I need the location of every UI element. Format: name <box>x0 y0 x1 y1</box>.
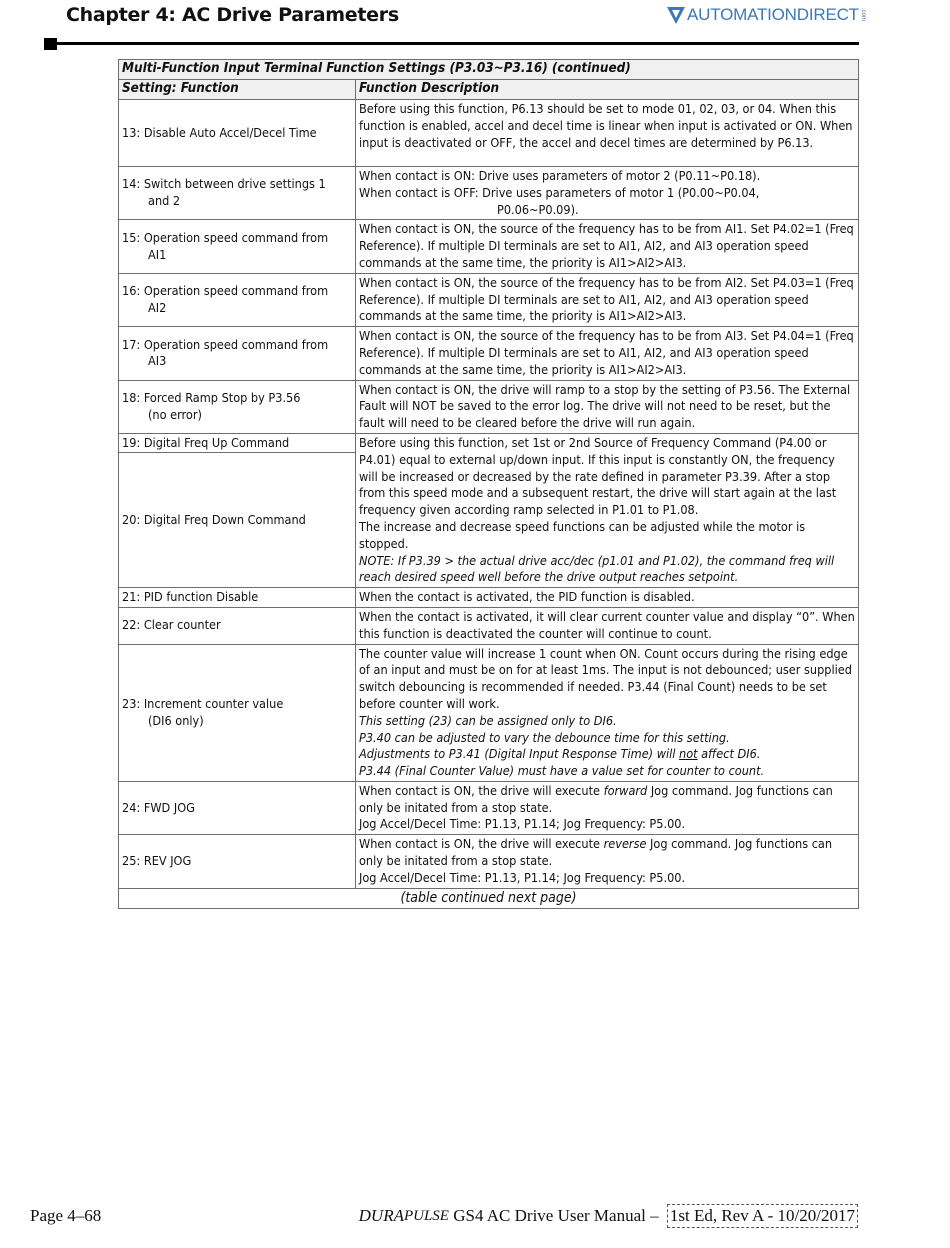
description-text <box>359 783 855 817</box>
setting-cell <box>119 607 356 644</box>
table-row <box>119 644 859 781</box>
note-text: affect DI6. <box>697 746 761 762</box>
edition-badge: 1st Ed, Rev A - 10/20/2017 <box>667 1204 858 1228</box>
description-note <box>359 746 855 763</box>
table-row <box>119 835 859 888</box>
description-note: P3.44 (Final Counter Value) must have a value set for counter to count. <box>359 763 765 779</box>
table-row <box>119 220 859 273</box>
description-cell <box>356 273 859 326</box>
description-cell <box>356 588 859 608</box>
header-rule-marker <box>44 38 57 50</box>
setting-cell <box>119 588 356 608</box>
manual-title: GS4 AC Drive User Manual – <box>448 1206 663 1225</box>
description-text: When contact is ON, the source of the frequency has to be from AI2. Set P4.03=1 (Freq Reference). If multiple DI terminals are set to AI1, AI2, and AI3 operation speed commands at the same time, the priority is AI1>AI2>AI3. <box>359 274 854 324</box>
description-cell <box>356 327 859 380</box>
brand-dura: DURA <box>358 1206 404 1225</box>
description-cell <box>356 100 859 167</box>
column-header-description: Function Description <box>356 80 859 100</box>
description-emphasis: forward <box>603 782 648 798</box>
description-text: When contact is OFF: Drive uses parameters of motor 1 (P0.00~P0.04, <box>359 184 760 200</box>
table-row <box>119 273 859 326</box>
description-cell <box>356 433 859 587</box>
table-title: Multi-Function Input Terminal Function Settings (P3.03~P3.16) (continued) <box>119 60 859 80</box>
description-text: When the contact is activated, it will clear current counter value and display “0”. When this function is deactivated the counter will continue to count. <box>359 608 855 641</box>
table-title-row <box>119 60 859 80</box>
column-header-setting: Setting: Function <box>119 80 356 100</box>
description-text: Jog Accel/Decel Time: P1.13, P1.14; Jog Frequency: P5.00. <box>359 869 686 885</box>
description-text: When contact is ON: Drive uses parameters of motor 2 (P0.11~P0.18). <box>359 168 761 183</box>
description-note: P3.40 can be adjusted to vary the debounce time for this setting. <box>359 729 730 745</box>
setting-cell <box>119 380 356 433</box>
page-number: Page 4–68 <box>30 1206 102 1225</box>
description-text: Before using this function, set 1st or 2nd Source of Frequency Command (P4.00 or P4.01) equal to external up/down input. If this input is constantly ON, the frequency will be increased or decreased by the rate defined in parameter P3.39. After a stop from this speed mode and a subsequent restart, the drive will start again at the last frequency given according ramp selected in P1.01 to P1.08. <box>359 434 837 518</box>
description-text: The increase and decrease speed functions can be adjusted while the motor is stopped. <box>359 518 806 551</box>
note-emphasis: not <box>679 746 698 762</box>
setting-label: 25: REV JOG <box>122 853 192 869</box>
description-cell <box>356 220 859 273</box>
description-emphasis: reverse <box>603 836 647 852</box>
table-continued-row <box>119 888 859 908</box>
setting-label: 23: Increment counter value <box>122 695 284 711</box>
setting-cell <box>119 453 356 588</box>
description-text: Before using this function, P6.13 should be set to mode 01, 02, 03, or 04. When this function is enabled, accel and decel time is linear when input is activated or ON. When input is deactivated or OFF, the accel and decel times are determined by P6.13. <box>359 101 853 150</box>
description-text <box>359 836 855 870</box>
setting-cell <box>119 327 356 380</box>
setting-cell <box>119 781 356 834</box>
table-row <box>119 433 859 453</box>
setting-label: 16: Operation speed command from <box>122 283 329 299</box>
function-settings-table <box>118 59 859 909</box>
setting-label-cont: AI2 <box>148 299 167 315</box>
description-text: When the contact is activated, the PID function is disabled. <box>359 589 695 605</box>
logo-suffix: .com <box>859 8 866 22</box>
setting-label: 24: FWD JOG <box>122 799 195 815</box>
setting-cell <box>119 644 356 781</box>
table-row <box>119 781 859 834</box>
setting-cell <box>119 835 356 888</box>
header-rule <box>44 42 859 45</box>
logo-text: AUTOMATIONDIRECT <box>687 5 859 24</box>
setting-cell <box>119 220 356 273</box>
description-text: When contact is ON, the source of the frequency has to be from AI1. Set P4.02=1 (Freq Reference). If multiple DI terminals are set to AI1, AI2, and AI3 operation speed commands at the same time, the priority is AI1>AI2>AI3. <box>359 221 854 270</box>
setting-cell <box>119 100 356 167</box>
setting-label: 22: Clear counter <box>122 617 221 633</box>
setting-label: 13: Disable Auto Accel/Decel Time <box>122 124 317 140</box>
brand-pulse: PULSE <box>403 1207 449 1224</box>
logo-v-icon <box>666 5 686 25</box>
automationdirect-logo <box>666 4 866 26</box>
table-row <box>119 327 859 380</box>
setting-label-cont: (no error) <box>148 406 202 422</box>
table-row <box>119 607 859 644</box>
description-text: Jog Accel/Decel Time: P1.13, P1.14; Jog Frequency: P5.00. <box>359 816 686 832</box>
setting-label: 20: Digital Freq Down Command <box>122 511 306 527</box>
table-row <box>119 380 859 433</box>
description-text: The counter value will increase 1 count when ON. Count occurs during the rising edge of an input and must be on for at least 1ms. The input is not debounced; user supplied switch debouncing is recommended if needed. P3.44 (Final Count) needs to be set before counter will work. <box>359 645 852 711</box>
table-continued-note: (table continued next page) <box>119 888 859 908</box>
description-note: This setting (23) can be assigned only to DI6. <box>359 712 617 728</box>
table-header-row <box>119 80 859 100</box>
description-part: When contact is ON, the drive will execute <box>359 836 604 852</box>
description-cell <box>356 644 859 781</box>
setting-cell <box>119 433 356 453</box>
setting-label-cont: (DI6 only) <box>148 712 204 728</box>
description-part: When contact is ON, the drive will execute <box>359 782 604 798</box>
setting-cell <box>119 167 356 220</box>
description-text: P0.06~P0.09). <box>497 201 579 217</box>
description-note: NOTE: If P3.39 > the actual drive acc/dec (p1.01 and P1.02), the command freq will reach desired speed well before the drive output reaches setpoint. <box>359 552 835 585</box>
description-cell <box>356 380 859 433</box>
description-text: When contact is ON, the source of the frequency has to be from AI3. Set P4.04=1 (Freq Reference). If multiple DI terminals are set to AI1, AI2, and AI3 operation speed commands at the same time, the priority is AI1>AI2>AI3. <box>359 328 854 377</box>
note-text: Adjustments to P3.41 (Digital Input Response Time) will <box>359 746 680 762</box>
setting-label: 15: Operation speed command from <box>122 229 329 245</box>
table-row <box>119 100 859 167</box>
table-row <box>119 588 859 608</box>
setting-label: 21: PID function Disable <box>122 589 259 605</box>
footer-manual-info <box>359 1204 858 1228</box>
setting-label-cont: AI3 <box>148 353 167 369</box>
description-part: Jog command. Jog functions can only be initated from a stop state. <box>359 782 833 815</box>
description-cell <box>356 781 859 834</box>
table-row <box>119 167 859 220</box>
chapter-title: Chapter 4: AC Drive Parameters <box>66 4 399 26</box>
setting-label: 19: Digital Freq Up Command <box>122 434 290 450</box>
setting-label: 17: Operation speed command from <box>122 336 329 352</box>
setting-label-cont: and 2 <box>148 193 181 209</box>
description-part: Jog command. Jog functions can only be initated from a stop state. <box>359 836 833 869</box>
description-text: When contact is ON, the drive will ramp to a stop by the setting of P3.56. The External Fault will NOT be saved to the error log. The drive will not need to be reset, but the fault will need to be cleared before the drive will run again. <box>359 381 851 431</box>
description-cell <box>356 167 859 220</box>
description-cell <box>356 835 859 888</box>
description-cell <box>356 607 859 644</box>
setting-label: 18: Forced Ramp Stop by P3.56 <box>122 389 301 405</box>
setting-label: 14: Switch between drive settings 1 <box>122 176 326 192</box>
setting-cell <box>119 273 356 326</box>
setting-label-cont: AI1 <box>148 246 167 262</box>
